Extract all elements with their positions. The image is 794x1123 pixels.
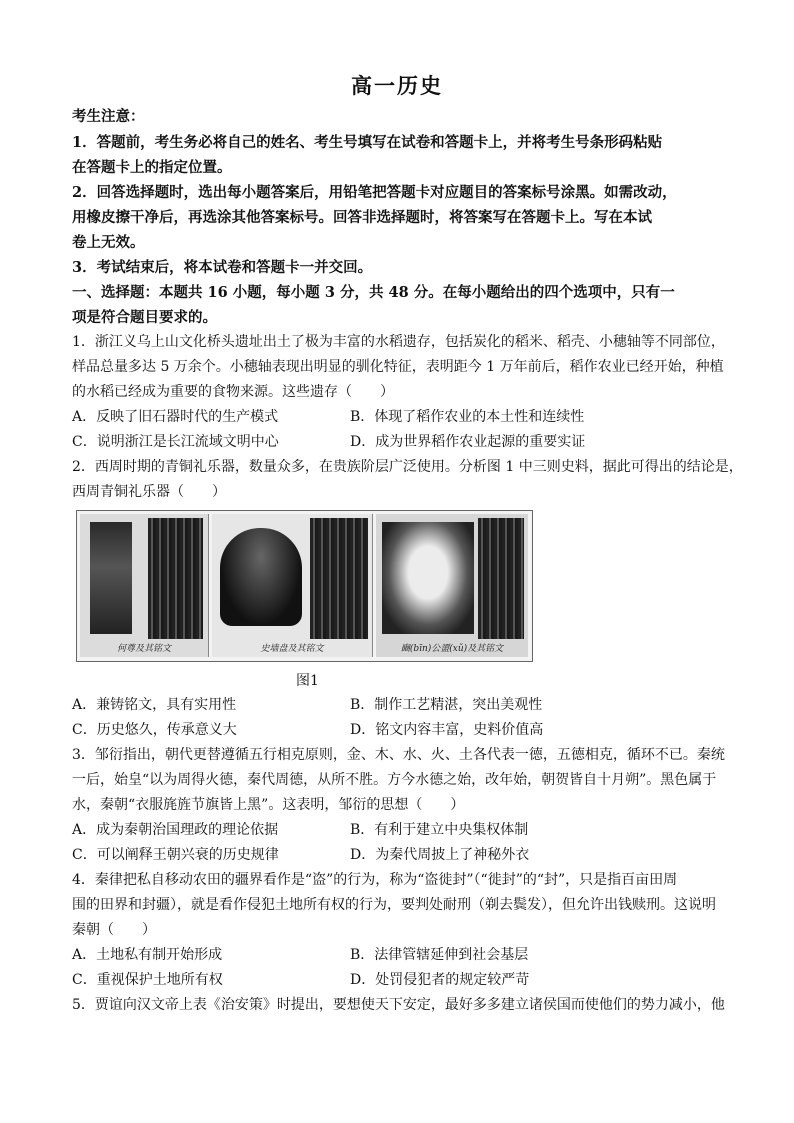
- question-2-text: 西周青铜礼乐器（ ）: [72, 484, 226, 500]
- notice-line: 2．回答选择题时，选出每小题答案后，用铅笔把答题卡对应题目的答案标号涂黑。如需改动，: [72, 184, 677, 201]
- inscription-rubbing: [310, 518, 368, 639]
- figure-caption: 豳(bīn)公盨(xǔ)及其铭文: [400, 644, 504, 654]
- question-2-options: [72, 693, 732, 718]
- question-5-text: 5．贾谊向汉文帝上表《治安策》时提出，要想使天下安定，最好多多建立诸侯国而使他们的势力减小，他: [72, 997, 725, 1013]
- option-c[interactable]: C．说明浙江是长江流域文明中心: [72, 434, 279, 450]
- question-4-options: [72, 968, 732, 993]
- option-b[interactable]: B．法律管辖延伸到社会基层: [350, 947, 529, 963]
- option-d[interactable]: D．铭文内容丰富，史料价值高: [350, 722, 544, 738]
- he-zun-photo: [80, 514, 209, 657]
- option-a[interactable]: A．兼铸铭文，具有实用性: [72, 697, 237, 713]
- vessel-shape: [220, 528, 302, 626]
- vessel-shape: [90, 522, 132, 634]
- question-2-text: 2．西周时期的青铜礼乐器，数量众多，在贵族阶层广泛使用。分析图 1 中三则史料，据此可得出的结论是，: [72, 459, 743, 475]
- option-c[interactable]: C．历史悠久，传承意义大: [72, 722, 237, 738]
- section-heading: 一、选择题：本题共 16 小题，每小题 3 分，共 48 分。在每小题给出的四个选项中，只有一: [72, 284, 675, 301]
- option-a[interactable]: A．土地私有制开始形成: [72, 947, 223, 963]
- option-b[interactable]: B．体现了稻作农业的本土性和连续性: [350, 409, 585, 425]
- question-1-options: [72, 430, 732, 455]
- page-title: 高一历史: [351, 73, 443, 98]
- question-1-options: [72, 405, 732, 430]
- question-3-text: 一后，始皇“以为周得火德，秦代周德，从所不胜。方今水德之始，改年始，朝贺皆自十月朔”。黑色属于: [72, 772, 717, 788]
- option-b[interactable]: B．有利于建立中央集权体制: [350, 822, 529, 838]
- question-3-text: 3．邹衍指出，朝代更替遵循五行相克原则，金、木、水、火、土各代表一德，五德相克，循环不已。秦统: [72, 747, 725, 763]
- question-1-text: 的水稻已经成为重要的食物来源。这些遗存（ ）: [72, 384, 394, 400]
- option-b[interactable]: B．制作工艺精湛，突出美观性: [350, 697, 543, 713]
- question-1-text: 样品总量多达 5 万余个。小穗轴表现出明显的驯化特征，表明距今 1 万年前后，稻作农业已经开始，种植: [72, 359, 724, 375]
- figure-caption: 何尊及其铭文: [116, 644, 171, 654]
- question-3-options: [72, 843, 732, 868]
- question-4-text: 秦朝（ ）: [72, 922, 156, 938]
- question-4-options: [72, 943, 732, 968]
- inscription-rubbing: [478, 518, 524, 639]
- option-a[interactable]: A．成为秦朝治国理政的理论依据: [72, 822, 279, 838]
- option-c[interactable]: C．重视保护土地所有权: [72, 972, 223, 988]
- vessel-shape: [382, 522, 474, 634]
- question-2-options: [72, 718, 732, 743]
- notice-line: 用橡皮擦干净后，再选涂其他答案标号。回答非选择题时，将答案写在答题卡上。写在本试: [72, 209, 652, 226]
- figure-label: 图1: [296, 673, 319, 689]
- question-1-text: 1．浙江义乌上山文化桥头遗址出土了极为丰富的水稻遗存，包括炭化的稻米、稻壳、小穗轴等不同部位，: [72, 334, 725, 350]
- notice-line: 卷上无效。: [72, 234, 145, 251]
- figure-caption: 史墙盘及其铭文: [260, 644, 324, 654]
- question-4-text: 围的田界和封疆），就是看作侵犯土地所有权的行为，要判处耐刑（剃去鬓发），但允许出钱赎刑。这说明: [72, 897, 716, 913]
- option-d[interactable]: D．成为世界稻作农业起源的重要实证: [350, 434, 586, 450]
- option-a[interactable]: A．反映了旧石器时代的生产模式: [72, 409, 279, 425]
- notice-heading: 考生注意：: [72, 108, 145, 125]
- notice-line: 在答题卡上的指定位置。: [72, 159, 232, 176]
- question-4-text: 4．秦律把私自移动农田的疆界看作是“盗”的行为，称为“盗徙封”（“徙封”的“封”，只是指百亩田周: [72, 872, 678, 888]
- bin-gong-xu-photo: [376, 514, 528, 657]
- option-d[interactable]: D．处罚侵犯者的规定较严苛: [350, 972, 530, 988]
- option-d[interactable]: D．为秦代周披上了神秘外衣: [350, 847, 530, 863]
- figure-1-image: [76, 510, 533, 662]
- shi-qiang-pan-photo: [212, 514, 373, 657]
- question-3-text: 水，秦朝“衣服旄旌节旗皆上黑”。这表明，邹衍的思想（ ）: [72, 797, 465, 813]
- notice-line: 1．答题前，考生务必将自己的姓名、考生号填写在试卷和答题卡上，并将考生号条形码粘贴: [72, 134, 663, 151]
- notice-line: 3．考试结束后，将本试卷和答题卡一并交回。: [72, 259, 373, 276]
- question-3-options: [72, 818, 732, 843]
- option-c[interactable]: C．可以阐释王朝兴衰的历史规律: [72, 847, 279, 863]
- inscription-rubbing: [148, 518, 203, 639]
- section-heading: 项是符合题目要求的。: [72, 309, 217, 326]
